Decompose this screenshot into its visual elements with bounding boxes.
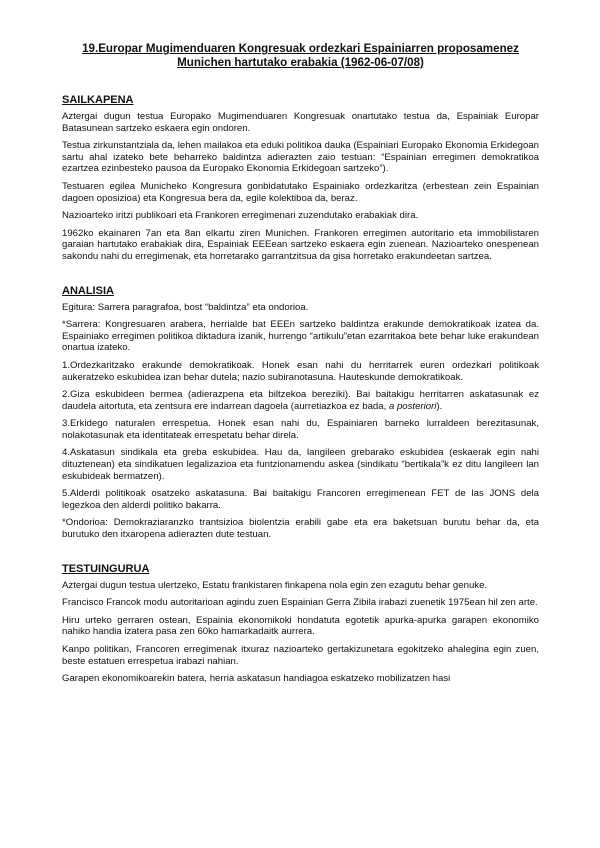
paragraph: 4.Askatasun sindikala eta greba eskubidea. Hau da, langileen grebarako eskubidea (eskaerak egin nahi dituztenean) eta sindikatuen legalizazioa eta funtzionamendu askea (sindikatu “bertikala”k ez ditu langileen lan eskubideak bermatzen). <box>62 447 539 482</box>
paragraph: 1.Ordezkaritzako erakunde demokratikoak. Honek esan nahi du herritarrek euren ordezkari politikoak aukeratzeko eskubidea izan behar dutela; nazio subiranotasuna. Hauteskunde demokratikoak. <box>62 359 539 383</box>
document-title <box>62 42 539 70</box>
section-heading: TESTUINGURUA <box>62 562 150 575</box>
section-analisia <box>62 285 539 541</box>
paragraph: Testua zirkunstantziala da, lehen mailakoa eta eduki politikoa dauka (Espainiari Europako Ekonomia Erkidegoan sartu ahal izateko bete beharreko baldintza adierazten zaio testuan: “Espainian erregimen demokratikoa ezartzea ezinbesteko pausoa da Europako Ekonomia Erkidegoan sartzeko”). <box>62 140 539 175</box>
paragraph: 1962ko ekainaren 7an eta 8an elkartu ziren Munichen. Frankoren erregimen autoritario eta immobilistaren garaian hartutako erabakiak dira, Espainiak EEEean sartzeko eskaera egin zuenean. Nazioarteko onespenean sakondu nahi du erregimenak, eta horretarako garrantzitsua da gisa horretako erakundeetan sartzea. <box>62 227 539 262</box>
title-line-2: Munichen hartutako erabakia (1962-06-07/08) <box>177 56 424 69</box>
paragraph: *Ondorioa: Demokraziaranzko trantsizioa biolentzia erabili gabe eta era baketsuan burutu behar da, eta burutuko den itxaropena adierazten dute testuan. <box>62 517 539 541</box>
paragraph <box>62 389 539 412</box>
paragraph: Nazioarteko iritzi publikoari eta Frankoren erregimenari zuzendutako erabakiak dira. <box>62 210 419 222</box>
paragraph: Garapen ekonomikoarekin batera, herria askatasun handiagoa eskatzeko mobilizatzen hasi <box>62 673 451 685</box>
paragraph: *Sarrera: Kongresuaren arabera, herrialde bat EEEn sartzeko baldintza erakunde demokratikoak izatea da. Espainiako erregimen politikoa diktadura izanik, hurrengo “artikulu”etan ezarritakoa bete behar luke erakundean onartua izateko. <box>62 319 539 354</box>
section-testuingurua <box>62 563 539 685</box>
title-line-1: 19.Europar Mugimenduaren Kongresuak ordezkari Espainiarren proposamenez <box>82 42 519 55</box>
paragraph: Francisco Francok modu autoritarioan agindu zuen Espainian Gerra Zibila irabazi zuenetik 1975ean hil zen arte. <box>62 597 538 609</box>
paragraph: Testuaren egilea Municheko Kongresura gonbidatutako Espainiako ordezkaritza (erbestean zein Espainian dagoen oposizioa) eta Kongresua bera da, egile kolektiboa da, beraz. <box>62 180 539 204</box>
paragraph: 5.Alderdi politikoak osatzeko askatasuna. Bai baitakigu Francoren erregimenean FET de las JONS dela legezkoa den alderdi politiko bakarra. <box>62 488 539 511</box>
emphasis-text: a posteriori <box>388 400 437 412</box>
paragraph: Kanpo politikan, Francoren erregimenak itxuraz nazioarteko gertakizunetara egokitzeko ahalegina egin zuen, beste estatuen errespetua irabazi nahian. <box>62 644 539 667</box>
section-sailkapena <box>62 94 539 263</box>
document-page <box>62 42 539 707</box>
section-heading: SAILKAPENA <box>62 94 134 106</box>
paragraph: Aztergai dugun testua ulertzeko, Estatu frankistaren finkapena nola egin zen ezagutu behar genuke. <box>62 579 488 591</box>
paragraph: Aztergai dugun testua Europako Mugimenduaren Kongresuak onartutako testua da, Espainiak Europar Batasunean sartzeko eskaera egin ondoren. <box>62 111 539 134</box>
paragraph: 3.Erkidego naturalen errespetua. Honek esan nahi du, Espainiaren barneko lurraldeen berezitasunak, nolakotasunak eta identitateak errespetatu behar direla. <box>62 418 539 441</box>
paragraph: Hiru urteko gerraren ostean, Espainia ekonomikoki hondatuta egotetik apurka-apurka garapen ekonomiko nahiko handia izatera pasa zen 60ko hamarkadaitk aurrera. <box>62 614 539 638</box>
paragraph-text: ). <box>436 400 443 412</box>
paragraph-text: 2.Giza eskubideen bermea (adierazpena eta biltzekoa bereziki). Bai baitakigu herritarren askatasunak ez daudela aitortuta, eta zentsura ere indarrean dagoela (aurretiazkoa ez bada, <box>62 389 539 412</box>
section-heading: ANALISIA <box>62 284 114 297</box>
paragraph: Egitura: Sarrera paragrafoa, bost “baldintza” eta ondorioa. <box>62 301 309 313</box>
